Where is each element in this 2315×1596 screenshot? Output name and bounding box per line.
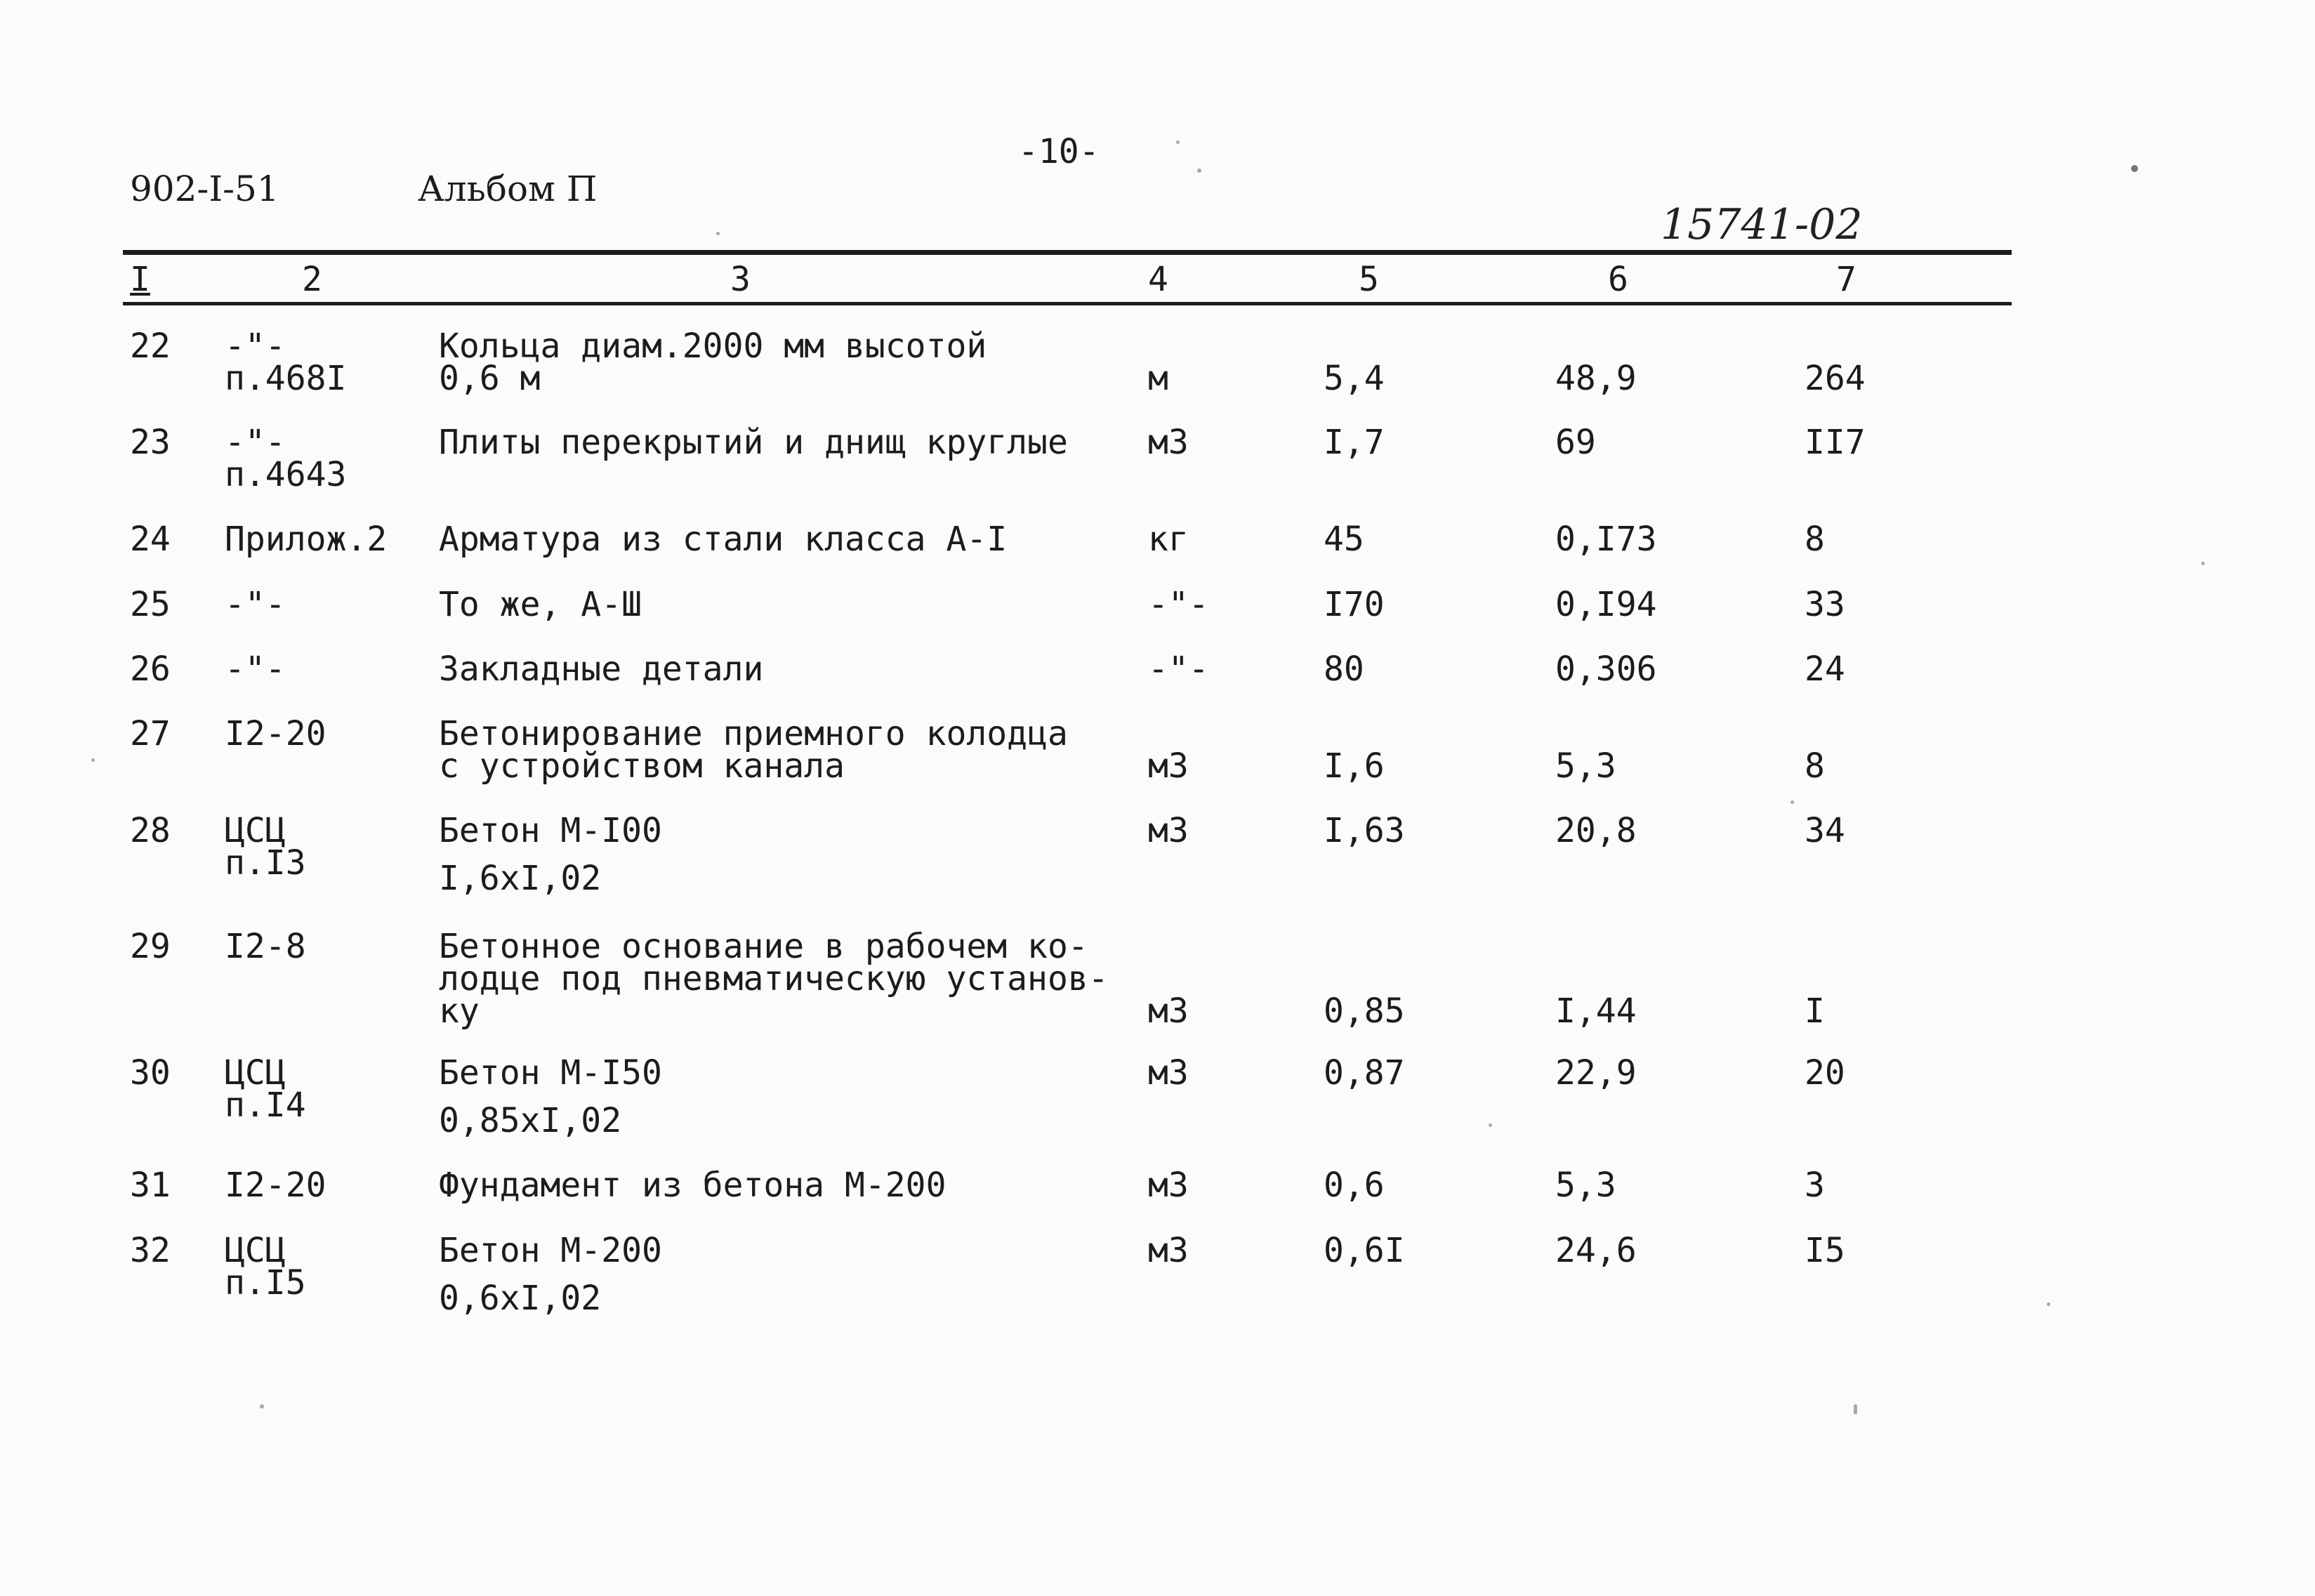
album-label: Альбом П xyxy=(418,169,598,209)
column-header-4: 4 xyxy=(1148,260,1168,299)
column-header-1: I xyxy=(130,260,150,299)
total-cell: 34 xyxy=(1805,811,1845,850)
column-header-7: 7 xyxy=(1836,260,1856,299)
row-number: 22 xyxy=(130,327,171,366)
total-cell: 264 xyxy=(1805,359,1866,398)
unit-price-cell: I,44 xyxy=(1555,991,1637,1031)
paper-speck xyxy=(1854,1404,1857,1414)
description-line: Бетон М-I00 xyxy=(439,811,662,850)
paper-speck xyxy=(716,232,720,235)
reference-line: ЦСЦ xyxy=(225,811,286,850)
reference-line: ЦСЦ xyxy=(225,1053,286,1093)
reference-line: -"- xyxy=(225,423,286,462)
quantity-cell: I70 xyxy=(1324,585,1385,624)
quantity-cell: 0,87 xyxy=(1324,1053,1405,1093)
description-line: Закладные детали xyxy=(439,649,764,689)
reference-line: Прилож.2 xyxy=(225,520,388,559)
unit-cell: м3 xyxy=(1148,1166,1189,1205)
unit-price-cell: 0,306 xyxy=(1555,649,1657,689)
reference-line: I2-8 xyxy=(225,927,306,966)
paper-speck xyxy=(1197,169,1201,173)
total-cell: 20 xyxy=(1805,1053,1845,1093)
total-cell: I xyxy=(1805,991,1825,1031)
unit-price-cell: 5,3 xyxy=(1555,1166,1616,1205)
unit-cell: кг xyxy=(1148,520,1189,559)
unit-price-cell: 20,8 xyxy=(1555,811,1637,850)
description-line: 0,6хI,02 xyxy=(439,1279,602,1318)
description-line: Бетонирование приемного колодца xyxy=(439,714,1068,753)
unit-price-cell: 0,I73 xyxy=(1555,520,1657,559)
unit-cell: м3 xyxy=(1148,991,1189,1031)
reference-line: п.I5 xyxy=(225,1263,306,1302)
description-line: Фундамент из бетона М-200 xyxy=(439,1166,947,1205)
quantity-cell: 5,4 xyxy=(1324,359,1385,398)
header-bottom-rule xyxy=(123,302,2012,305)
doc-code: 902-I-51 xyxy=(130,169,279,209)
row-number: 26 xyxy=(130,649,171,689)
row-number: 29 xyxy=(130,927,171,966)
unit-cell: м3 xyxy=(1148,423,1189,462)
reference-line: I2-20 xyxy=(225,714,327,753)
unit-cell: м3 xyxy=(1148,746,1189,786)
unit-cell: м xyxy=(1148,359,1168,398)
quantity-cell: I,7 xyxy=(1324,423,1385,462)
reference-line: п.468I xyxy=(225,359,347,398)
unit-price-cell: 24,6 xyxy=(1555,1231,1637,1270)
row-number: 25 xyxy=(130,585,171,624)
row-number: 32 xyxy=(130,1231,171,1270)
unit-price-cell: 22,9 xyxy=(1555,1053,1637,1093)
row-number: 24 xyxy=(130,520,171,559)
unit-cell: м3 xyxy=(1148,1231,1189,1270)
page-number: -10- xyxy=(1018,132,1100,171)
total-cell: 8 xyxy=(1805,520,1825,559)
column-header-6: 6 xyxy=(1608,260,1628,299)
total-cell: 8 xyxy=(1805,746,1825,786)
description-line: лодце под пневматическую установ- xyxy=(439,959,1109,998)
column-header-3: 3 xyxy=(730,260,751,299)
description-line: с устройством канала xyxy=(439,746,845,786)
row-number: 31 xyxy=(130,1166,171,1205)
row-number: 30 xyxy=(130,1053,171,1093)
total-cell: 3 xyxy=(1805,1166,1825,1205)
total-cell: 24 xyxy=(1805,649,1845,689)
description-line: Бетон М-200 xyxy=(439,1231,662,1270)
reference-line: -"- xyxy=(225,327,286,366)
unit-price-cell: 0,I94 xyxy=(1555,585,1657,624)
description-line: Плиты перекрытий и днищ круглые xyxy=(439,423,1068,462)
total-cell: I5 xyxy=(1805,1231,1845,1270)
column-header-2: 2 xyxy=(302,260,322,299)
description-line: Бетонное основание в рабочем ко- xyxy=(439,927,1088,966)
description-line: ку xyxy=(439,991,480,1031)
description-line: 0,6 м xyxy=(439,359,541,398)
total-cell: 33 xyxy=(1805,585,1845,624)
reference-line: I2-20 xyxy=(225,1166,327,1205)
unit-price-cell: 48,9 xyxy=(1555,359,1637,398)
row-number: 27 xyxy=(130,714,171,753)
description-line: То же, А-Ш xyxy=(439,585,642,624)
paper-speck xyxy=(2131,165,2138,172)
unit-cell: м3 xyxy=(1148,1053,1189,1093)
total-cell: II7 xyxy=(1805,423,1866,462)
paper-speck xyxy=(91,758,95,762)
description-line: Бетон М-I50 xyxy=(439,1053,662,1093)
quantity-cell: 0,6I xyxy=(1324,1231,1405,1270)
stamp-number: 15741-02 xyxy=(1661,200,1863,249)
quantity-cell: 0,6 xyxy=(1324,1166,1385,1205)
quantity-cell: 0,85 xyxy=(1324,991,1405,1031)
row-number: 23 xyxy=(130,423,171,462)
unit-cell: -"- xyxy=(1148,585,1209,624)
paper-speck xyxy=(1489,1123,1492,1127)
unit-cell: -"- xyxy=(1148,649,1209,689)
quantity-cell: 80 xyxy=(1324,649,1364,689)
reference-line: ЦСЦ xyxy=(225,1231,286,1270)
description-line: Кольца диам.2000 мм высотой xyxy=(439,327,987,366)
quantity-cell: 45 xyxy=(1324,520,1364,559)
row-number: 28 xyxy=(130,811,171,850)
reference-line: п.I3 xyxy=(225,843,306,883)
paper-speck xyxy=(2047,1302,2050,1306)
quantity-cell: I,6 xyxy=(1324,746,1385,786)
column-header-5: 5 xyxy=(1359,260,1379,299)
unit-cell: м3 xyxy=(1148,811,1189,850)
paper-speck xyxy=(1176,140,1180,144)
quantity-cell: I,63 xyxy=(1324,811,1405,850)
description-line: I,6хI,02 xyxy=(439,859,602,898)
description-line: 0,85хI,02 xyxy=(439,1101,622,1140)
reference-line: -"- xyxy=(225,649,286,689)
reference-line: -"- xyxy=(225,585,286,624)
paper-speck xyxy=(1790,800,1794,804)
paper-speck xyxy=(2201,562,2205,565)
paper-speck xyxy=(260,1404,264,1409)
reference-line: п.4643 xyxy=(225,455,347,494)
unit-price-cell: 5,3 xyxy=(1555,746,1616,786)
unit-price-cell: 69 xyxy=(1555,423,1596,462)
description-line: Арматура из стали класса А-I xyxy=(439,520,1008,559)
top-rule xyxy=(123,250,2012,255)
reference-line: п.I4 xyxy=(225,1086,306,1125)
